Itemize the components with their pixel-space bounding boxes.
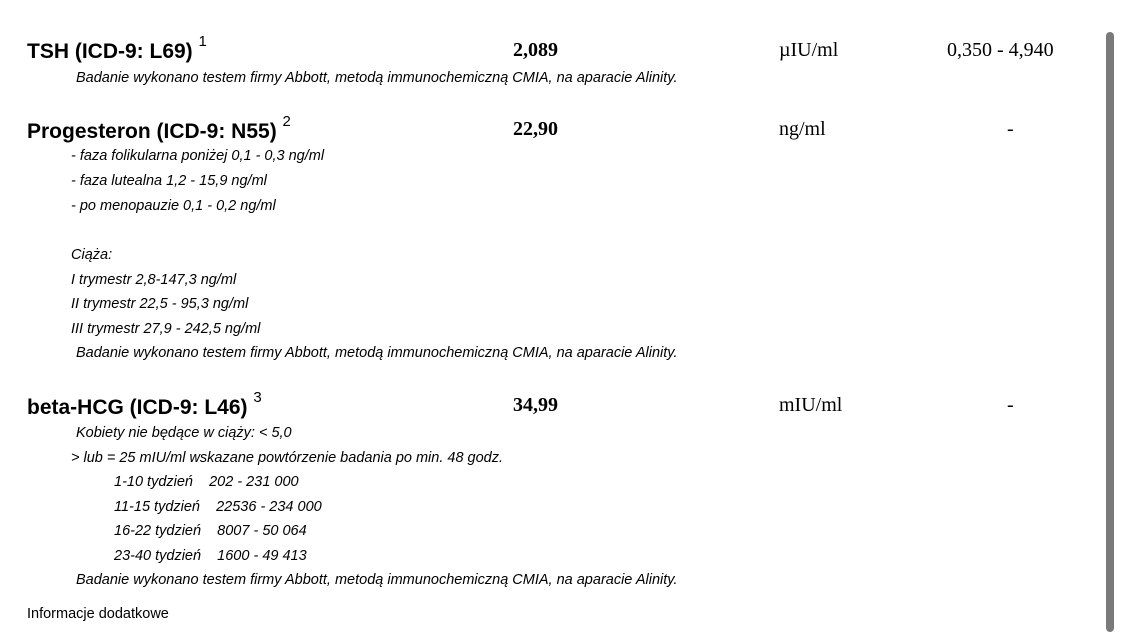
reference-note: - faza lutealna 1,2 - 15,9 ng/ml	[71, 173, 267, 189]
unit-progesteron: ng/ml	[779, 118, 826, 140]
footnote-marker: 2	[282, 113, 291, 130]
method-note: Badanie wykonano testem firmy Abbott, metodą immunochemiczną CMIA, na aparacie Alinity.	[76, 70, 678, 86]
result-value-progesteron: 22,90	[513, 118, 558, 140]
result-value-beta-hcg: 34,99	[513, 394, 558, 416]
result-value-tsh: 2,089	[513, 39, 558, 61]
footnote-marker: 3	[253, 389, 262, 406]
reference-note: - faza folikularna poniżej 0,1 - 0,3 ng/ml	[71, 148, 325, 164]
test-name-progesteron	[27, 113, 291, 144]
reference-note: > lub = 25 mIU/ml wskazane powtórzenie badania po min. 48 godz.	[71, 450, 504, 466]
reference-range-tsh: 0,350 - 4,940	[947, 39, 1054, 61]
unit-beta-hcg: mIU/ml	[779, 394, 843, 416]
test-name-label: Progesteron (ICD-9: N55)	[27, 120, 277, 143]
footnote-marker: 1	[198, 33, 207, 50]
test-name-label: TSH (ICD-9: L69)	[27, 40, 193, 63]
reference-note: Kobiety nie będące w ciąży: < 5,0	[76, 425, 292, 441]
reference-note: III trymestr 27,9 - 242,5 ng/ml	[71, 321, 261, 337]
unit-tsh: µIU/ml	[779, 39, 839, 61]
method-note: Badanie wykonano testem firmy Abbott, metodą immunochemiczną CMIA, na aparacie Alinity.	[76, 345, 678, 361]
reference-note: 11-15 tydzień 22536 - 234 000	[114, 499, 322, 515]
reference-note: I trymestr 2,8-147,3 ng/ml	[71, 272, 237, 288]
test-name-tsh	[27, 33, 207, 64]
reference-range-beta-hcg: -	[1007, 394, 1014, 416]
method-note: Badanie wykonano testem firmy Abbott, metodą immunochemiczną CMIA, na aparacie Alinity.	[76, 572, 678, 588]
test-name-beta-hcg	[27, 389, 262, 420]
reference-note: 1-10 tydzień 202 - 231 000	[114, 474, 299, 490]
reference-range-progesteron: -	[1007, 118, 1014, 140]
reference-note: 23-40 tydzień 1600 - 49 413	[114, 548, 307, 564]
vertical-scrollbar[interactable]	[1106, 32, 1114, 632]
test-name-label: beta-HCG (ICD-9: L46)	[27, 396, 248, 419]
reference-note: 16-22 tydzień 8007 - 50 064	[114, 523, 307, 539]
reference-note: II trymestr 22,5 - 95,3 ng/ml	[71, 296, 249, 312]
additional-info-heading: Informacje dodatkowe	[27, 606, 169, 622]
reference-note: - po menopauzie 0,1 - 0,2 ng/ml	[71, 198, 276, 214]
reference-note: Ciąża:	[71, 247, 113, 263]
